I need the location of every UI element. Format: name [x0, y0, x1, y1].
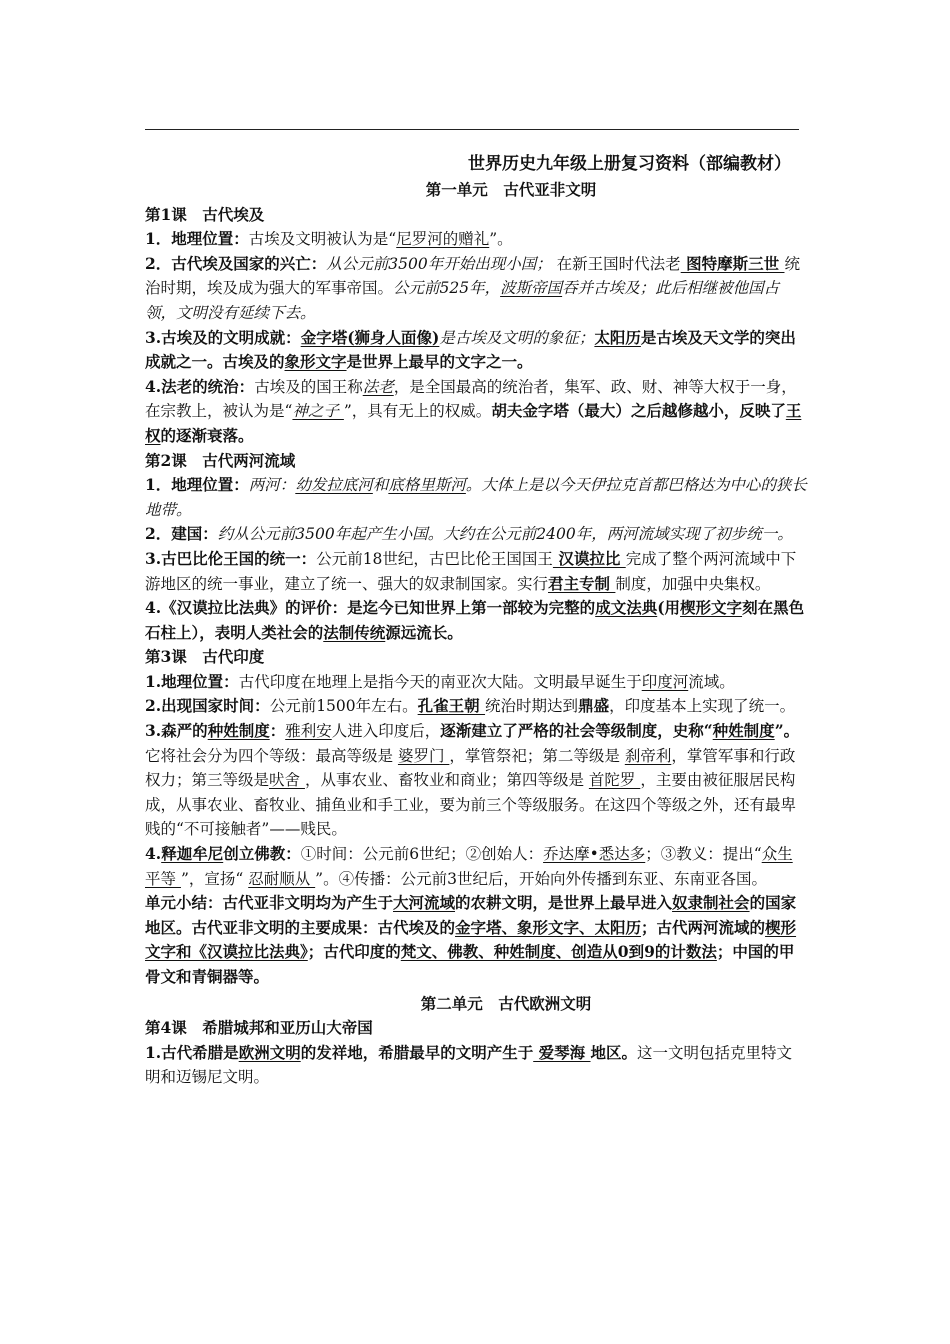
key-term: 底格里斯河 [388, 476, 466, 495]
text-run: 3.古埃及的文明成就： [145, 327, 301, 347]
text-run: 2．古代埃及国家的兴亡： [145, 253, 327, 273]
text-run: 在新王国时代法老 [551, 254, 681, 273]
text-run: 胡夫金字塔（最大）之后越修越小，反映了 [491, 401, 786, 421]
lesson-heading-1: 第1课 古代埃及 [145, 204, 265, 224]
text-run: 完成了整个两河流域中下游地区的统一事业，建立了统一、强大的奴隶制国家。实行 [145, 549, 797, 593]
text-run: 的农耕文明，是世界上最早进入 [455, 893, 673, 913]
text-run: 公元前525年， [393, 279, 501, 298]
key-term: 幼发拉底河 [295, 476, 373, 495]
key-term: 奴隶制社会 [672, 893, 750, 913]
paragraph [145, 719, 807, 744]
key-term: 爱琴海 [533, 1042, 591, 1062]
text-run: 1．地理位置： [145, 229, 249, 249]
key-term: 象形文字 [284, 352, 347, 372]
paragraph [145, 252, 807, 326]
text-run: ，从事农业、畜牧业和商业；第四等级是 [304, 771, 589, 790]
unit-heading-1: 第一单元 古代亚非文明 [425, 180, 597, 199]
key-term: 梵文、佛教、种姓制度、创造从0到9的计数法 [400, 942, 717, 962]
text-run: 创立佛教： [223, 844, 301, 864]
text-run: 是古埃及文明的象征； [439, 328, 595, 347]
paragraph [145, 694, 807, 719]
text-run: 从公元前3500年开始出现小国； [326, 254, 552, 273]
key-term: 婆罗门 [397, 746, 450, 765]
text-run: 流域。 [688, 672, 735, 691]
text-run: ”。 [774, 721, 800, 741]
key-term: 成文法典 [595, 598, 658, 618]
text-run: ；古代两河流域的 [641, 917, 766, 937]
text-run: ；③教义：提出“ [645, 845, 762, 864]
text-run: 是古埃及天文学的突出成就之一。古埃及的 [145, 327, 796, 372]
text-run: 鼎盛 [578, 696, 610, 716]
text-run: ，是全国最高的统治者，集军、政、财、神等大权于一身，在宗教上，被认为是“ [145, 377, 797, 421]
paragraph [145, 326, 807, 375]
key-term: 金字塔、象形文字、太阳历 [455, 917, 642, 937]
text-run: 两河： [248, 476, 296, 495]
text-run: ，掌管军事和行政权力；第三等级是 [145, 746, 796, 790]
text-run: ”。④传播：公元前3世纪后，开始向外传播到东亚、东南亚各国。 [315, 869, 767, 888]
text-run: 制度，加强中央集权。 [615, 574, 771, 593]
paragraph [145, 842, 807, 891]
lesson-heading-4: 第4课 希腊城邦和亚历山大帝国 [145, 1018, 373, 1038]
key-term: 欧洲文明 [238, 1042, 301, 1062]
text-run: ”，具有无上的权威。 [343, 402, 492, 421]
text-run: 源远流长。 [385, 622, 463, 642]
document-page [145, 150, 807, 1090]
text-run: 3.森严的 [145, 721, 208, 741]
key-term: 法制传统 [323, 622, 386, 642]
text-run: 是世界上最早的文字之一。 [346, 352, 533, 372]
paragraph [145, 547, 807, 596]
unit-summary [145, 891, 807, 989]
text-run: 1.古代希腊是 [145, 1042, 239, 1062]
paragraph [145, 1041, 807, 1090]
paragraph [145, 670, 807, 695]
text-run: ，主要由被征服居民构成，从事农业、畜牧业、捕鱼业和手工业，要为前三个等级服务。在这四个等级之外，还有最卑贱的“不可接触者”——贱民。 [145, 771, 797, 839]
text-run: ”，宣扬“ [180, 869, 249, 888]
text-run: 单元小结：古代亚非文明均为产生于 [145, 893, 394, 913]
text-run: 4.法老的统治： [145, 376, 255, 396]
paragraph [145, 375, 807, 449]
key-term: 吠舍 [269, 771, 305, 790]
key-term: 楔形文字 [680, 598, 743, 618]
key-term: 汉谟拉比 [552, 548, 626, 568]
unit-heading-2: 第二单元 古代欧洲文明 [420, 993, 592, 1013]
text-run: 古埃及的国王称 [254, 377, 363, 396]
text-run: 吞并古埃及；此后相继被他国占领，文明没有延续下去。 [145, 279, 780, 322]
text-run: ；古代印度的 [307, 942, 401, 962]
text-run: 4. [145, 844, 162, 864]
key-term: 神之子 [292, 402, 344, 421]
key-term: 楔形文字和《汉谟拉比法典》 [145, 917, 797, 962]
paragraph [145, 744, 807, 842]
key-term: 释迦牟尼 [161, 844, 224, 864]
key-term: 大河流域 [393, 893, 456, 913]
key-term: 雅利安 [285, 722, 332, 741]
text-run: ，印度基本上实现了统一。 [609, 697, 796, 716]
text-run: 1．地理位置： [145, 475, 249, 495]
text-run: 统治时期达到 [485, 697, 579, 716]
lesson-heading-2: 第2课 古代两河流域 [145, 450, 296, 470]
text-run: 的发祥地，希腊最早的文明产生于 [300, 1042, 534, 1062]
key-term: 刹帝利 [624, 746, 672, 765]
text-run: 古代印度在地理上是指今天的南亚次大陆。文明最早诞生于 [238, 672, 642, 691]
text-run: ”。 [489, 230, 513, 249]
text-run: 4.《汉谟拉比法典》的评价：是迄今已知世界上第一部较为完整的 [145, 598, 596, 618]
paragraph [145, 596, 807, 645]
key-term: 金字塔(狮身人面像) [300, 327, 440, 347]
text-run: ；中国的甲骨文和青铜器等。 [145, 942, 795, 986]
key-term: 种姓制度 [712, 721, 775, 741]
paragraph [145, 227, 807, 252]
key-term: 种姓制度 [207, 721, 270, 741]
key-term: 法老 [362, 377, 394, 396]
text-run: 的逐渐衰落。 [160, 425, 254, 445]
key-term: 波斯帝国 [500, 279, 563, 298]
text-run: 3.古巴比伦王国的统一： [145, 548, 317, 568]
text-run: (用 [657, 598, 681, 618]
text-run: 和 [372, 476, 389, 495]
text-run: ①时间：公元前6世纪；②创始人： [300, 845, 544, 864]
header-rule [145, 129, 799, 130]
text-run: ： [269, 721, 286, 741]
text-run: 地区。 [590, 1042, 638, 1062]
key-term: 王权 [145, 401, 802, 445]
key-term: 图特摩斯三世 [680, 253, 785, 273]
paragraph [145, 473, 807, 522]
key-term: 乔达摩•悉达多 [543, 845, 646, 864]
text-run: 逐渐建立了严格的社会等级制度，史称“ [440, 721, 713, 741]
text-run: 2．建国： [145, 524, 218, 544]
text-run: 这一文明包括克里特文明和迈锡尼文明。 [145, 1043, 793, 1087]
text-run: 统治时期，埃及成为强大的军事帝国。 [145, 254, 800, 298]
text-run: 刻在黑色石柱上），表明人类社会的 [145, 598, 805, 642]
text-run: ，掌管祭祀；第二等级是 [449, 746, 625, 765]
key-term: 首陀罗 [588, 771, 641, 790]
key-term: 君主专制 [548, 573, 616, 593]
key-term: 尼罗河的赠礼 [396, 230, 490, 249]
text-run: 的国家地区。古代亚非文明的主要成果：古代埃及的 [145, 893, 797, 937]
key-term: 印度河 [641, 672, 689, 691]
text-run: 古埃及文明被认为是“ [248, 230, 397, 249]
text-run: 1.地理位置： [145, 671, 239, 691]
key-term: 忍耐顺从 [248, 869, 316, 888]
document-title: 世界历史九年级上册复习资料（部编教材） [468, 154, 791, 174]
text-run: 。大体上是以今天伊拉克首都巴格达为中心的狭长地带。 [145, 476, 807, 519]
key-term: 孔雀王朝 [417, 696, 486, 716]
text-run: 公元前1500年左右。 [269, 697, 418, 716]
text-run: 人进入印度后， [331, 722, 441, 741]
text-run: 2.出现国家时间： [145, 696, 270, 716]
text-run: 公元前18世纪，古巴比伦王国国王 [316, 549, 553, 568]
paragraph [145, 522, 807, 547]
key-term: 众生平等 [145, 845, 793, 888]
key-term: 太阳历 [594, 327, 641, 347]
text-run: 约从公元前3500年起产生小国。大约在公元前2400年，两河流域实现了初步统一。 [217, 525, 793, 544]
text-run: 它将社会分为四个等级：最高等级是 [145, 746, 398, 765]
lesson-heading-3: 第3课 古代印度 [145, 647, 265, 667]
